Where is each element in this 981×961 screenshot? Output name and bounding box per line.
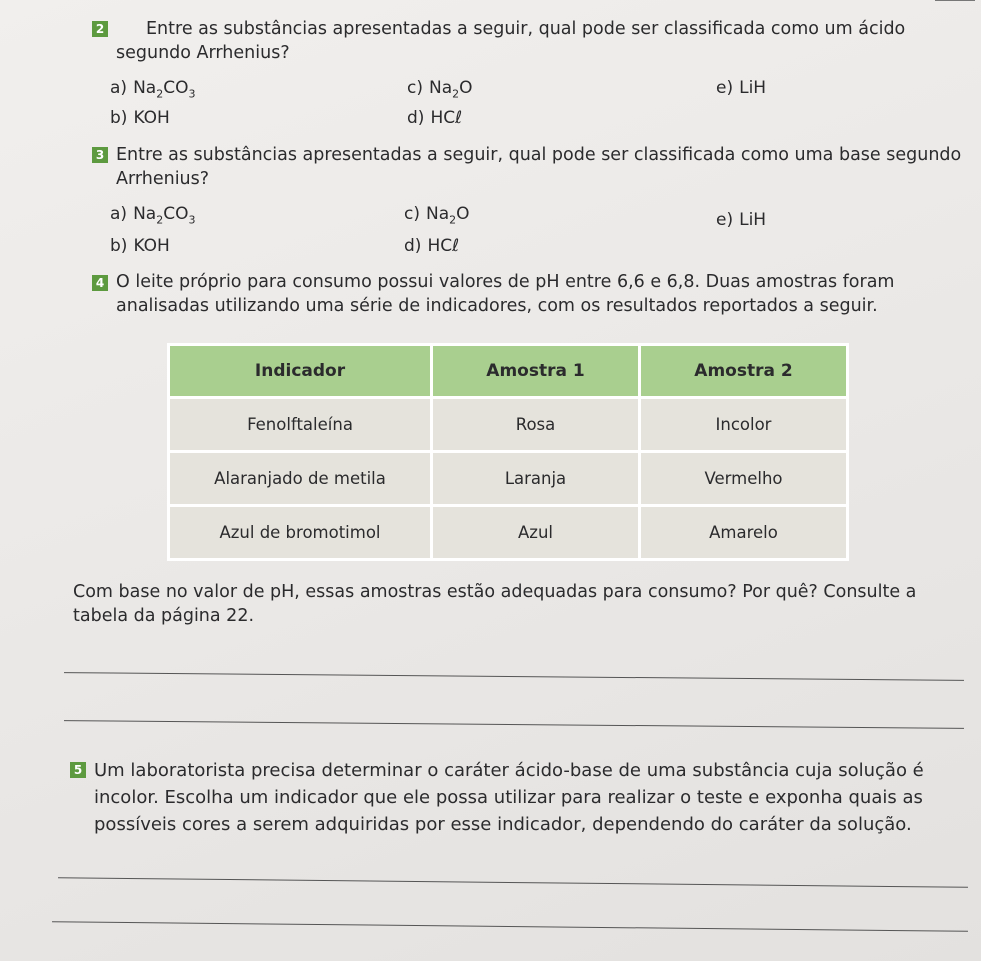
question-number-badge: 3 <box>92 147 108 163</box>
table-cell: Laranja <box>433 453 638 504</box>
q3-option-e[interactable]: e) LiH <box>716 210 767 230</box>
table-cell: Amarelo <box>641 507 846 558</box>
table-cell: Rosa <box>433 399 638 450</box>
table-header-row <box>170 346 846 396</box>
answer-line[interactable] <box>64 720 964 729</box>
q2-option-e[interactable]: e) LiH <box>716 78 767 98</box>
q2-option-b[interactable]: b) KOH <box>110 108 170 128</box>
q3-option-b[interactable]: b) KOH <box>110 236 170 256</box>
table-cell: Azul <box>433 507 638 558</box>
answer-line[interactable] <box>64 672 964 681</box>
q3-option-a[interactable]: a) $Na_2CO_3$ <box>110 204 196 227</box>
q3-option-c[interactable]: c) $Na_2O$ <box>404 204 470 227</box>
q3-option-d[interactable]: d) HCℓ <box>404 236 460 256</box>
table-header: Amostra 2 <box>641 346 846 396</box>
q2-option-c[interactable]: c) $Na_2O$ <box>407 78 473 101</box>
question-number-badge: 2 <box>92 21 108 37</box>
table-cell: Incolor <box>641 399 846 450</box>
table-row <box>170 507 846 558</box>
question-5-text: Um laboratorista precisa determinar o caráter ácido-base de uma substância cuja solução é incolor. Escolha um indicador que ele possa utilizar para realizar o teste e exponha quais as possíveis cores a serem adquiridas por esse indicador, dependendo do caráter da solução. <box>94 760 924 835</box>
table-header: Amostra 1 <box>433 346 638 396</box>
indicator-table <box>167 343 849 561</box>
q2-option-a[interactable]: a) $Na_2CO_3$ <box>110 78 196 101</box>
question-number-badge: 4 <box>92 275 108 291</box>
question-4-prompt: Com base no valor de pH, essas amostras estão adequadas para consumo? Por quê? Consulte a tabela da página 22. <box>73 582 917 626</box>
table-cell: Fenolftaleína <box>170 399 430 450</box>
question-2-text: Entre as substâncias apresentadas a seguir, qual pode ser classificada como um ácido segundo Arrhenius? <box>116 19 906 63</box>
answer-line[interactable] <box>58 877 968 888</box>
table-cell: Vermelho <box>641 453 846 504</box>
q2-option-d[interactable]: d) HCℓ <box>407 108 463 128</box>
question-4-intro: O leite próprio para consumo possui valores de pH entre 6,6 e 6,8. Duas amostras foram analisadas utilizando uma série de indicadores, com os resultados reportados a seguir. <box>116 272 895 316</box>
corner-rule <box>935 0 975 1</box>
table-cell: Azul de bromotimol <box>170 507 430 558</box>
answer-line[interactable] <box>52 921 968 932</box>
question-number-badge: 5 <box>70 762 86 778</box>
table-row <box>170 399 846 450</box>
question-3-text: Entre as substâncias apresentadas a seguir, qual pode ser classificada como uma base segundo Arrhenius? <box>116 145 962 189</box>
table-header: Indicador <box>170 346 430 396</box>
table-cell: Alaranjado de metila <box>170 453 430 504</box>
table-row <box>170 453 846 504</box>
